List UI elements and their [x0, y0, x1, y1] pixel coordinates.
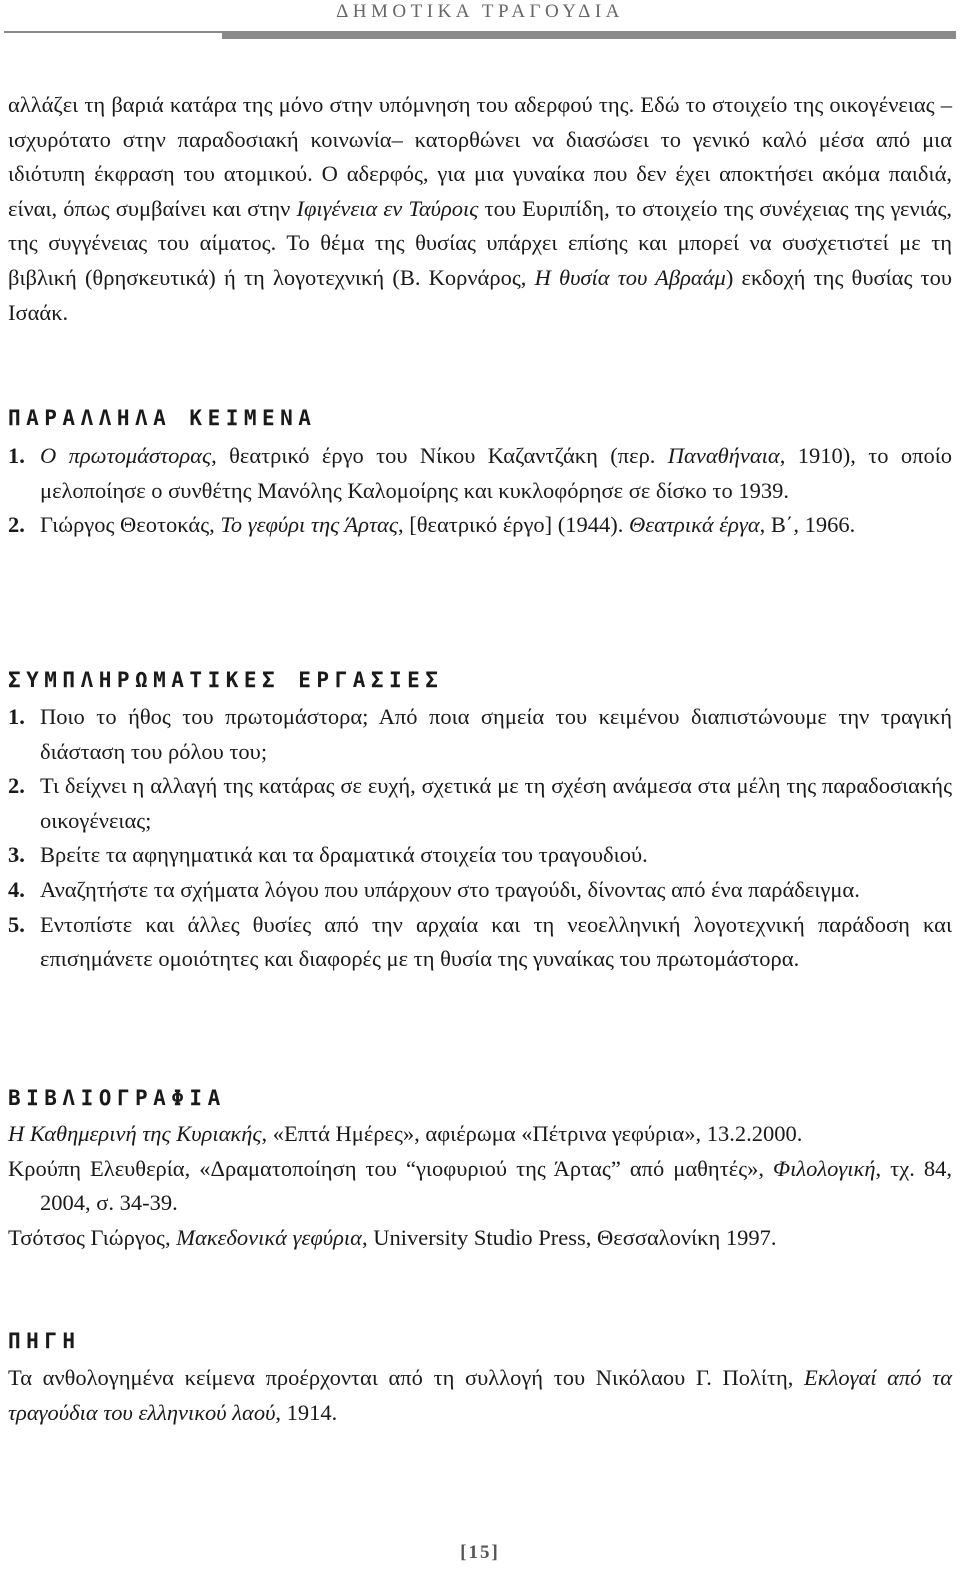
item-text: Εντοπίστε και άλλες θυσίες από την αρχαία και τη νεοελληνική λογοτεχνική παράδοση και επισημάνετε ομοιότητες και διαφορές με τη θυσία της γυναίκας του πρωτομάστορα. [40, 911, 952, 972]
item-text: Αναζητήστε τα σχήματα λόγου που υπάρχουν στο τραγούδι, δίνοντας από ένα παράδειγμα. [40, 876, 860, 902]
ref-text: Κρούπη Ελευθερία, «Δραματοποίηση του “γιοφυριού της Άρτας” από μαθητές», [8, 1155, 774, 1181]
running-header [0, 0, 960, 38]
source-heading: ΠΗΓΗ [8, 1329, 81, 1353]
ref-title: Η Καθημερινή της Κυριακής [8, 1121, 262, 1146]
list-item [8, 439, 952, 508]
work-title: Το γεφύρι της Άρτας [220, 512, 399, 538]
list-item [8, 508, 952, 543]
bibliography-entry [8, 1117, 952, 1152]
ref-text: , «Επτά Ημέρες», αφιέρωμα «Πέτρινα γεφύρια», 13.2.2000. [261, 1121, 803, 1146]
ref-text: Τσότσος Γιώργος, [8, 1224, 177, 1250]
list-item [8, 769, 952, 838]
ref-text: , τχ. 84, 2004, σ. 34-39. [40, 1155, 952, 1216]
bibliography-entry [8, 1221, 952, 1256]
item-number: 2. [8, 773, 25, 799]
work-title: Ο πρωτομάστορας [40, 443, 212, 468]
source-title: Εκλογαί από τα τραγούδια του ελληνικού λαού [8, 1365, 952, 1425]
item-text: , [θεατρικό έργο] (1944). [398, 512, 630, 538]
parallel-texts-heading: ΠΑΡΑΛΛΗΛΑ ΚΕΙΜΕΝΑ [8, 406, 317, 430]
ref-title: Μακεδονικά γεφύρια [176, 1224, 362, 1250]
assignments-heading: ΣΥΜΠΛΗΡΩΜΑΤΙΚΕΣ ΕΡΓΑΣΙΕΣ [8, 668, 444, 692]
ref-title: Φιλολογική [773, 1155, 876, 1181]
item-text: Ποιο το ήθος του πρωτομάστορα; Από ποια σημεία του κειμένου διαπιστώνουμε την τραγική διάσταση του ρόλου του; [40, 704, 952, 764]
intro-title-2: Η θυσία του Αβραάμ [534, 264, 726, 290]
source-paragraph [8, 1361, 952, 1430]
header-rule-thick [222, 31, 956, 39]
bibliography-list [8, 1117, 952, 1255]
intro-title-1: Ιφιγένεια εν Ταύροις [296, 195, 479, 221]
item-number: 2. [8, 512, 25, 538]
bibliography-entry [8, 1152, 952, 1221]
item-text: Βρείτε τα αφηγηματικά και τα δραματικά στοιχεία του τραγουδιού. [40, 842, 648, 868]
item-number: 1. [8, 704, 25, 729]
ref-text: , University Studio Press, Θεσσαλονίκη 1997. [361, 1224, 777, 1250]
item-text: Τι δείχνει η αλλαγή της κατάρας σε ευχή, σχετικά με τη σχέση ανάμεσα στα μέλη της παραδοσιακής οικογένειας; [40, 773, 952, 833]
list-item [8, 908, 952, 977]
intro-paragraph [8, 88, 952, 330]
source-text: , 1914. [275, 1399, 338, 1425]
running-title: ΔΗΜΟΤΙΚΑ ΤΡΑΓΟΥΔΙΑ [336, 1, 624, 22]
item-number: 5. [8, 911, 25, 937]
bibliography-heading: ΒΙΒΛΙΟΓΡΑΦΙΑ [8, 1086, 226, 1110]
item-text: , 1910), το οποίο μελοποίησε ο συνθέτης Μανόλης Καλομοίρης και κυκλοφόρησε σε δίσκο το 1939. [40, 443, 953, 503]
page-number: [15] [460, 1542, 500, 1563]
list-item [8, 873, 952, 908]
journal-title: Παναθήναια [667, 443, 780, 468]
item-text: Γιώργος Θεοτοκάς, [40, 512, 221, 538]
parallel-texts-list [8, 439, 952, 543]
list-item [8, 838, 952, 873]
item-number: 3. [8, 842, 25, 868]
list-item [8, 700, 952, 769]
book-title: Θεατρικά έργα [629, 512, 760, 538]
item-number: 1. [8, 443, 25, 468]
intro-text-3: ) εκδοχή της θυσίας του Ισαάκ. [8, 264, 952, 325]
intro-text-1: αλλάζει τη βαριά κατάρα της μόνο στην υπόμνηση του αδερφού της. Εδώ το στοιχείο της οικογένειας –ισχυρότατο στην παραδοσιακή κοινωνία– κατορθώνει να διασώσει το γενικό καλό μέσα από μια ιδιότυπη έκφραση του ατομικού. Ο αδερφός, για μια γυναίκα που δεν έχει αποκτήσει ακόμα παιδιά, είναι, όπως συμβαίνει και στην [8, 92, 952, 221]
assignments-list [8, 700, 952, 977]
source-text: Τα ανθολογημένα κείμενα προέρχονται από τη συλλογή του Νικόλαου Γ. Πολίτη, [8, 1365, 805, 1390]
intro-text-2: του Ευριπίδη, το στοιχείο της συνέχειας της γενιάς, της συγγένειας του αίματος. Το θέμα της θυσίας υπάρχει επίσης και μπορεί να συσχετιστεί με τη βιβλική (θρησκευτικά) ή τη λογοτεχνική (Β. Κορνάρος, [8, 195, 952, 290]
item-text: , θεατρικό έργο του Νίκου Καζαντζάκη (περ. [211, 443, 668, 468]
item-text: , Β΄, 1966. [759, 512, 856, 538]
item-number: 4. [8, 876, 25, 902]
